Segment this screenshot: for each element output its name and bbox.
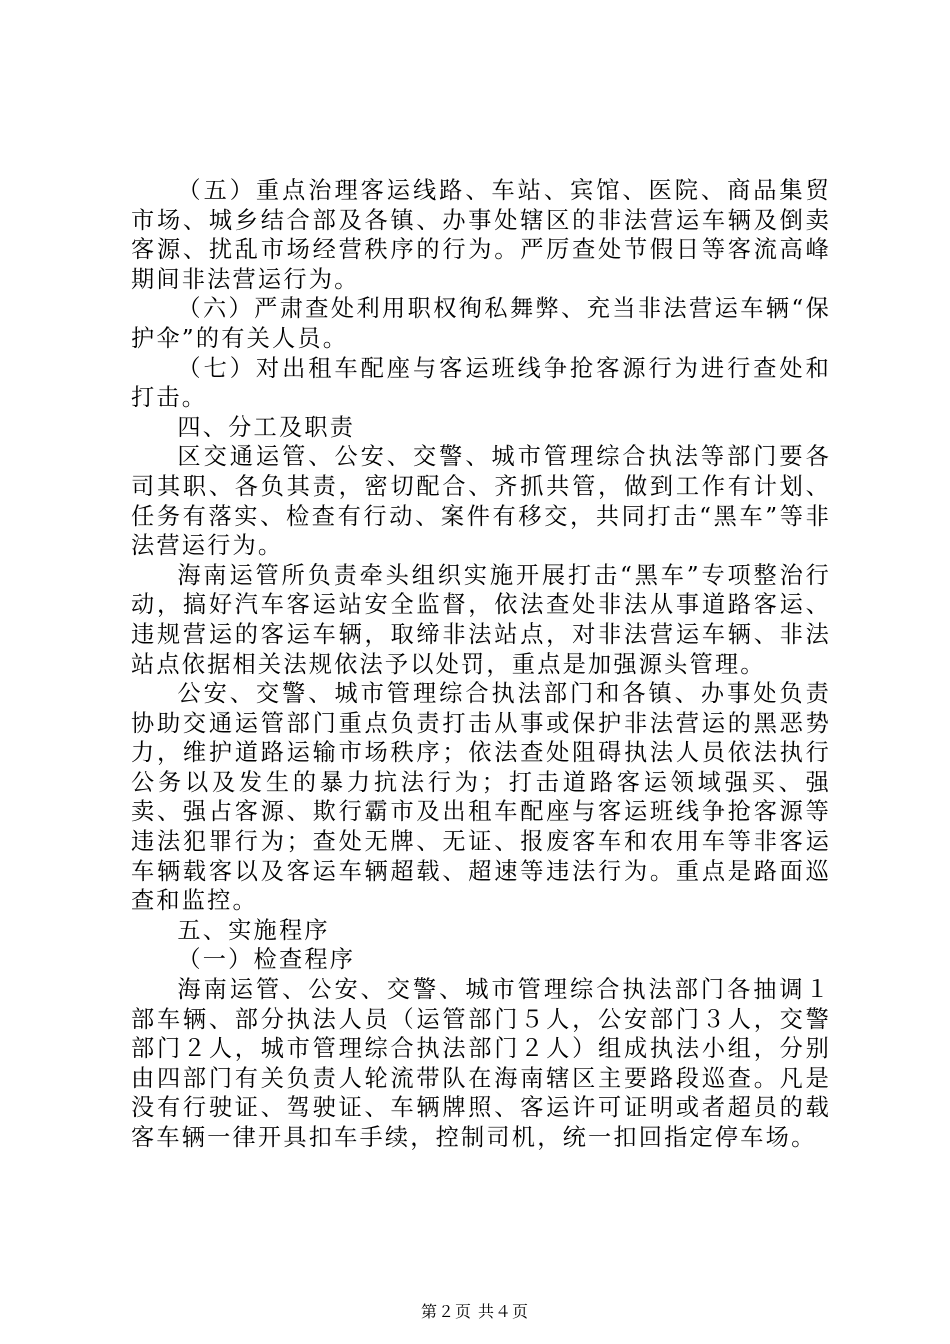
paragraph-item-6: （六）严肃查处利用职权徇私舞弊、充当非法营运车辆“保护伞”的有关人员。 (131, 295, 831, 352)
document-body (131, 176, 831, 1153)
section-heading-5: 五、实施程序 (177, 916, 330, 944)
paragraph-division-overview: 区交通运管、公安、交警、城市管理综合执法等部门要各司其职、各负其责，密切配合、齐抓共管，做到工作有计划、任务有落实、检查有行动、案件有移交，共同打击“黑车”等非法营运行为。 (131, 443, 831, 560)
paragraph-police-duty: 公安、交警、城市管理综合执法部门和各镇、办事处负责协助交通运管部门重点负责打击从事或保护非法营运的黑恶势力，维护道路运输市场秩序；依法查处阻碍执法人员依法执行公务以及发生的暴力抗法行为；打击道路客运领域强买、强卖、强占客源、欺行霸市及出租车配座与客运班线争抢客源等违法犯罪行为；查处无牌、无证、报废客车和农用车等非客运车辆载客以及客运车辆超载、超速等违法行为。重点是路面巡查和监控。 (131, 680, 831, 915)
paragraph-item-7: （七）对出租车配座与客运班线争抢客源行为进行查处和打击。 (131, 354, 831, 412)
section-heading-4: 四、分工及职责 (177, 413, 356, 441)
paragraph-transport-office-duty: 海南运管所负责牵头组织实施开展打击“黑车”专项整治行动，搞好汽车客运站安全监督，依法查处非法从事道路客运、违规营运的客运车辆，取缔非法站点，对非法营运车辆、非法站点依据相关法规依法予以处罚，重点是加强源头管理。 (131, 561, 831, 678)
paragraph-inspection-procedure: 海南运管、公安、交警、城市管理综合执法部门各抽调１部车辆、部分执法人员（运管部门５人，公安部门３人，交警部门２人，城市管理综合执法部门２人）组成执法小组，分别由四部门有关负责人轮流带队在海南辖区主要路段巡查。凡是没有行驶证、驾驶证、车辆牌照、客运许可证明或者超员的载客车辆一律开具扣车手续，控制司机，统一扣回指定停车场。 (131, 976, 831, 1151)
page-footer: 第２页 共４页 (420, 1302, 530, 1321)
paragraph-item-5: （五）重点治理客运线路、车站、宾馆、医院、商品集贸市场、城乡结合部及各镇、办事处辖区的非法营运车辆及倒卖客源、扰乱市场经营秩序的行为。严厉查处节假日等客流高峰期间非法营运行为。 (131, 177, 831, 293)
subsection-heading-inspection: （一）检查程序 (177, 946, 356, 974)
